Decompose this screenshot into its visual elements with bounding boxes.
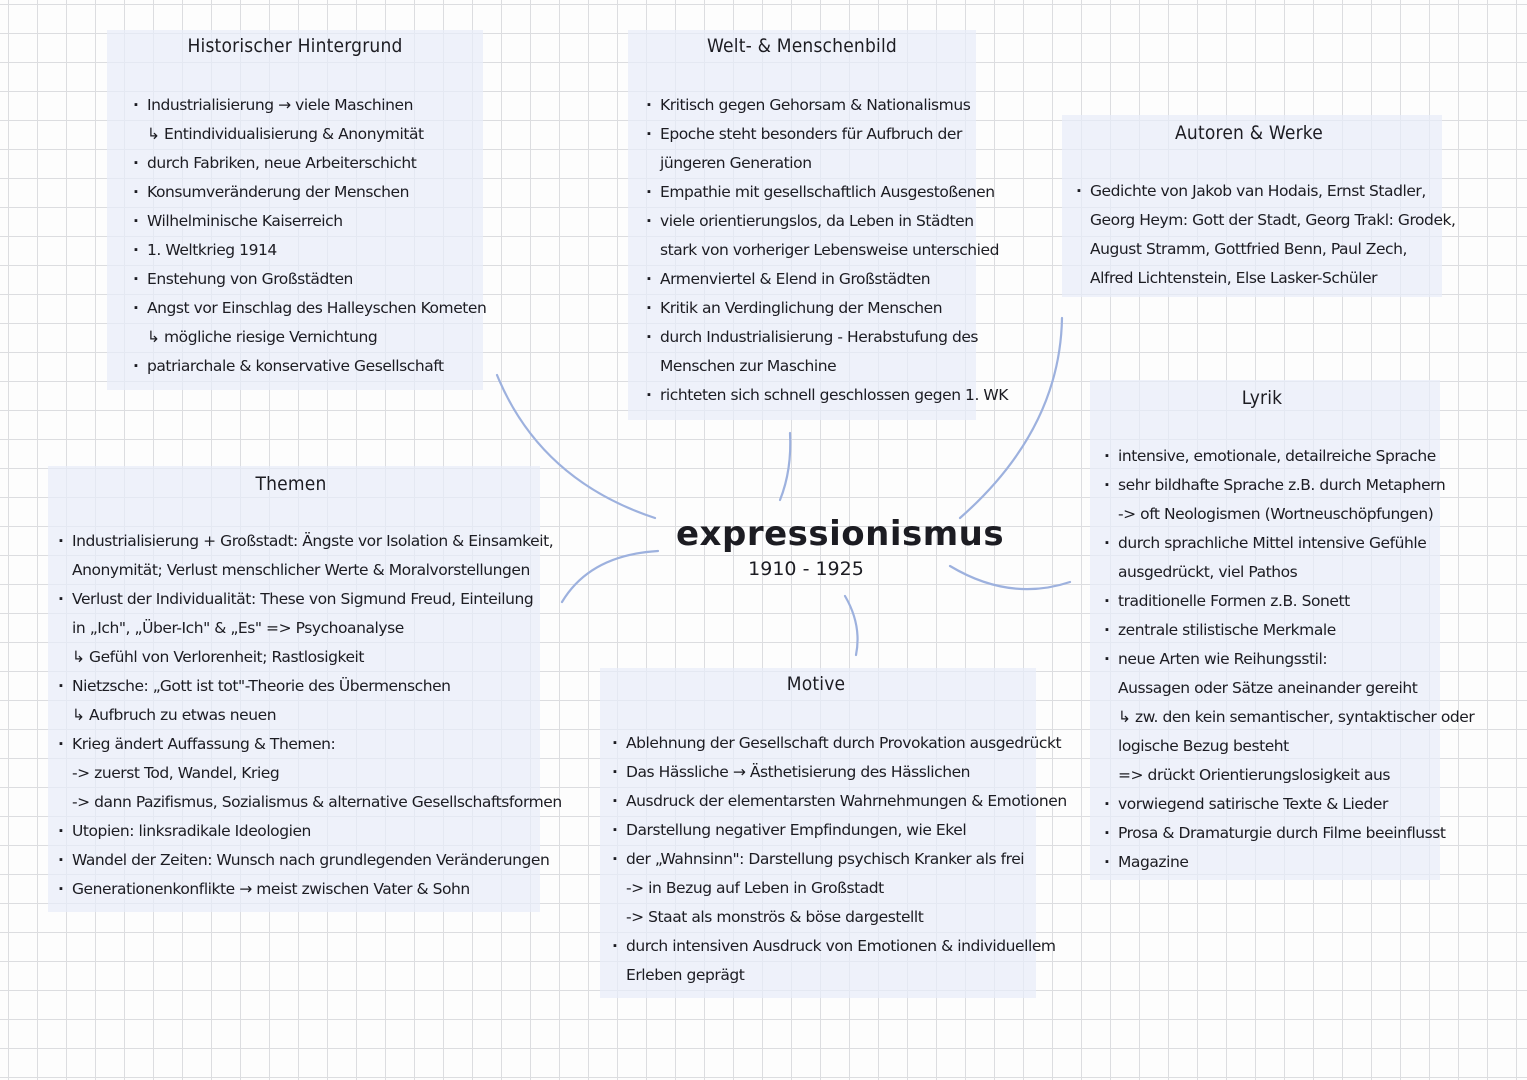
list-item: · zentrale stilistische Merkmale [1104, 616, 1428, 645]
list-item: -> zuerst Tod, Wandel, Krieg [72, 764, 280, 782]
list-item: ↳ Entindividualisierung & Anonymität [147, 125, 424, 143]
list-item: · sehr bildhafte Sprache z.B. durch Metaphern [1104, 471, 1428, 500]
list-item: · Industrialisierung → viele Maschinen [133, 91, 471, 120]
list-item: · Prosa & Dramaturgie durch Filme beeinflusst [1104, 819, 1428, 848]
list-item: · durch Industrialisierung - Herabstufung des [646, 323, 964, 352]
list-item: Menschen zur Maschine [660, 357, 837, 375]
list-item: · vorwiegend satirische Texte & Lieder [1104, 790, 1428, 819]
list-item: · Magazine [1104, 848, 1428, 877]
list-item: Alfred Lichtenstein, Else Lasker-Schüler [1090, 269, 1378, 287]
list-item: · durch intensiven Ausdruck von Emotionen & individuellem [612, 932, 1024, 961]
list-item: · Epoche steht besonders für Aufbruch der [646, 120, 964, 149]
list-item: -> oft Neologismen (Wortneuschöpfungen) [1118, 505, 1434, 523]
list-item: · Wandel der Zeiten: Wunsch nach grundlegenden Veränderungen [58, 846, 528, 875]
list-item: · 1. Weltkrieg 1914 [133, 236, 471, 265]
list-item: August Stramm, Gottfried Benn, Paul Zech, [1090, 240, 1407, 258]
list-item: · Angst vor Einschlag des Halleyschen Kometen [133, 294, 471, 323]
box-title: Motive [786, 673, 846, 695]
box-title: Lyrik [1241, 387, 1283, 409]
box-welt-menschenbild [628, 30, 1009, 420]
list-item: · durch Fabriken, neue Arbeiterschicht [133, 149, 471, 178]
list-item: · traditionelle Formen z.B. Sonett [1104, 587, 1428, 616]
list-item: · Generationenkonflikte → meist zwischen Vater & Sohn [58, 875, 528, 904]
center-title: expressionismus [676, 514, 1005, 554]
list-item: · Industrialisierung + Großstadt: Ängste vor Isolation & Einsamkeit, [58, 527, 528, 556]
box-autoren-werke [1062, 115, 1456, 297]
list-item: · durch sprachliche Mittel intensive Gefühle [1104, 529, 1428, 558]
list-item: ↳ Gefühl von Verlorenheit; Rastlosigkeit [72, 648, 365, 666]
list-item: Georg Heym: Gott der Stadt, Georg Trakl: Grodek, [1090, 211, 1456, 229]
box-lyrik [1090, 380, 1475, 880]
list-item: ↳ zw. den kein semantischer, syntaktischer oder [1118, 708, 1475, 726]
list-item: Anonymität; Verlust menschlicher Werte & Moralvorstellungen [72, 561, 530, 579]
box-title: Autoren & Werke [1175, 122, 1323, 144]
connector-weltbild [780, 433, 790, 500]
list-item: -> Staat als monströs & böse dargestellt [626, 908, 924, 926]
list-item: jüngeren Generation [660, 154, 812, 172]
list-item: ausgedrückt, viel Pathos [1118, 563, 1298, 581]
box-motive [600, 668, 1067, 998]
list-item: ↳ mögliche riesige Vernichtung [147, 328, 378, 346]
list-item: · Armenviertel & Elend in Großstädten [646, 265, 964, 294]
center-dates: 1910 - 1925 [748, 558, 864, 580]
list-item: in „Ich", „Über-Ich" & „Es" => Psychoanalyse [72, 619, 404, 637]
list-item: · Krieg ändert Auffassung & Themen: [58, 730, 528, 759]
list-item: · der „Wahnsinn": Darstellung psychisch Kranker als frei [612, 845, 1024, 874]
list-item: · Gedichte von Jakob van Hodais, Ernst Stadler, [1076, 177, 1430, 206]
list-item: · Konsumveränderung der Menschen [133, 178, 471, 207]
list-item: · Empathie mit gesellschaftlich Ausgestoßenen [646, 178, 964, 207]
box-title: Themen [255, 473, 327, 495]
box-title: Welt- & Menschenbild [707, 35, 897, 57]
list-item: · neue Arten wie Reihungsstil: [1104, 645, 1428, 674]
list-item: -> in Bezug auf Leben in Großstadt [626, 879, 884, 897]
list-item: · Ausdruck der elementarsten Wahrnehmungen & Emotionen [612, 787, 1024, 816]
list-item: · Kritisch gegen Gehorsam & Nationalismus [646, 91, 964, 120]
list-item: · Wilhelminische Kaiserreich [133, 207, 471, 236]
list-item: · Utopien: linksradikale Ideologien [58, 817, 528, 846]
list-item: logische Bezug besteht [1118, 737, 1289, 755]
list-item: Aussagen oder Sätze aneinander gereiht [1118, 679, 1418, 697]
list-item: · Verlust der Individualität: These von Sigmund Freud, Einteilung [58, 585, 528, 614]
list-item: ↳ Aufbruch zu etwas neuen [72, 706, 277, 724]
connector-motive [845, 596, 858, 655]
list-item: · Kritik an Verdinglichung der Menschen [646, 294, 964, 323]
list-item: · Darstellung negativer Empfindungen, wie Ekel [612, 816, 1024, 845]
list-item: · intensive, emotionale, detailreiche Sprache [1104, 442, 1428, 471]
connector-lyrik [950, 566, 1070, 589]
box-title: Historischer Hintergrund [187, 35, 403, 57]
list-item: Erleben geprägt [626, 966, 745, 984]
list-item: · Ablehnung der Gesellschaft durch Provokation ausgedrückt [612, 729, 1024, 758]
list-item: => drückt Orientierungslosigkeit aus [1118, 766, 1391, 784]
box-themen [48, 466, 562, 912]
list-item: · Enstehung von Großstädten [133, 265, 471, 294]
list-item: · Nietzsche: „Gott ist tot"-Theorie des Übermenschen [58, 672, 528, 701]
connector-themen [562, 551, 658, 602]
list-item: · richteten sich schnell geschlossen gegen 1. WK [646, 381, 964, 410]
list-item: · Das Hässliche → Ästhetisierung des Hässlichen [612, 758, 1024, 787]
list-item: · patriarchale & konservative Gesellschaft [133, 352, 471, 381]
list-item: -> dann Pazifismus, Sozialismus & alternative Gesellschaftsformen [72, 793, 562, 811]
list-item: · viele orientierungslos, da Leben in Städten [646, 207, 964, 236]
list-item: stark von vorheriger Lebensweise unterschied [660, 241, 999, 259]
box-historischer-hintergrund [107, 30, 487, 390]
